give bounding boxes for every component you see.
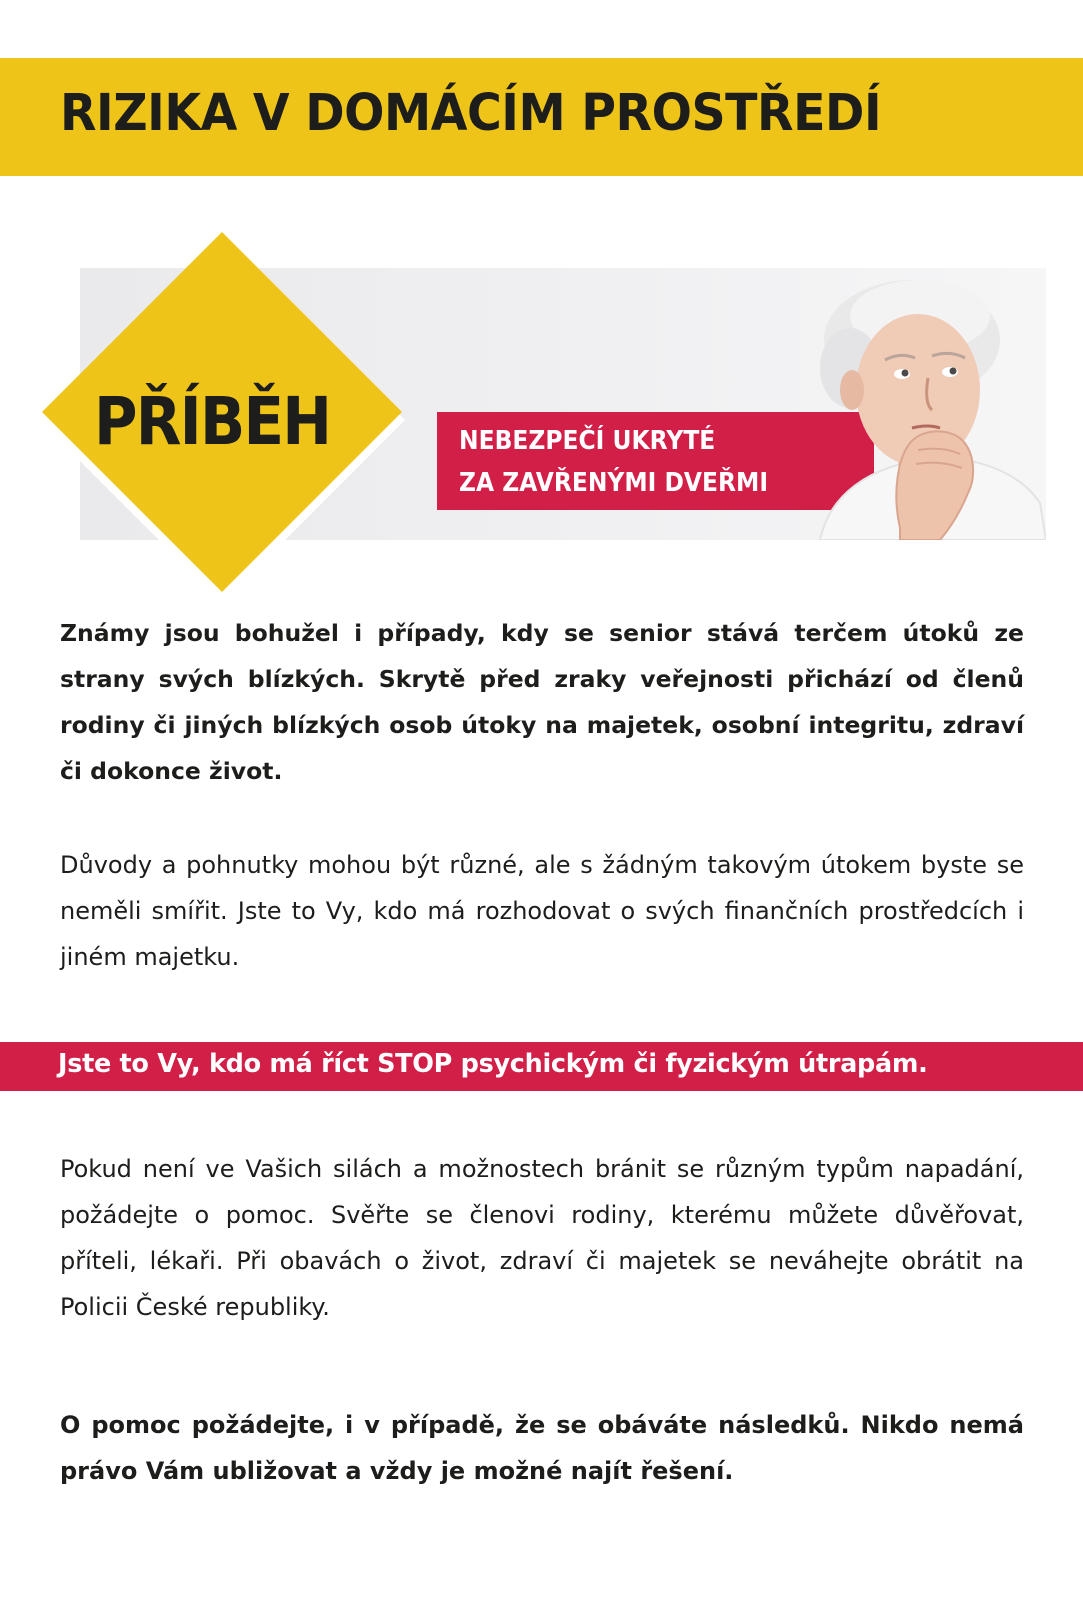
paragraph-help: Pokud není ve Vašich silách a možnostech bránit se různým typům napadání, požádejte o pomoc. Svěřte se členovi rodiny, kterému můžete důvěřovat, příteli, lékaři. Při obavách o život, zdraví či majetek se neváhejte obrátit na Policii České republiky. bbox=[60, 1155, 1024, 1321]
banner-subtitle-line1: NEBEZPEČÍ UKRYTÉ bbox=[459, 426, 716, 456]
paragraph-intro: Známy jsou bohužel i případy, kdy se senior stává terčem útoků ze strany svých blízkých. Skrytě před zraky veřejnosti přichází od členů rodiny či jiných blízkých osob útoky na majetek, osobní integritu, zdraví či dokonce život. bbox=[60, 619, 1024, 785]
warning-diamond-icon bbox=[0, 0, 460, 620]
paragraph-closing: O pomoc požádejte, i v případě, že se obáváte následků. Nikdo nemá právo Vám ubližovat a vždy je možné najít řešení. bbox=[60, 1411, 1024, 1485]
story-label: PŘÍBĚH bbox=[94, 383, 331, 460]
paragraph-reasons: Důvody a pohnutky mohou být různé, ale s žádným takovým útokem byste se neměli smířit. Jste to Vy, kdo má rozhodovat o svých finančních prostředcích i jiném majetku. bbox=[60, 851, 1024, 971]
senior-woman-thinking-icon bbox=[800, 278, 1046, 540]
banner-subtitle-line2: ZA ZAVŘENÝMI DVEŘMI bbox=[459, 468, 769, 498]
highlight-text: Jste to Vy, kdo má říct STOP psychickým či fyzickým útrapám. bbox=[58, 1049, 928, 1079]
banner-subtitle bbox=[459, 420, 837, 504]
page-title: RIZIKA V DOMÁCÍM PROSTŘEDÍ bbox=[60, 84, 882, 143]
